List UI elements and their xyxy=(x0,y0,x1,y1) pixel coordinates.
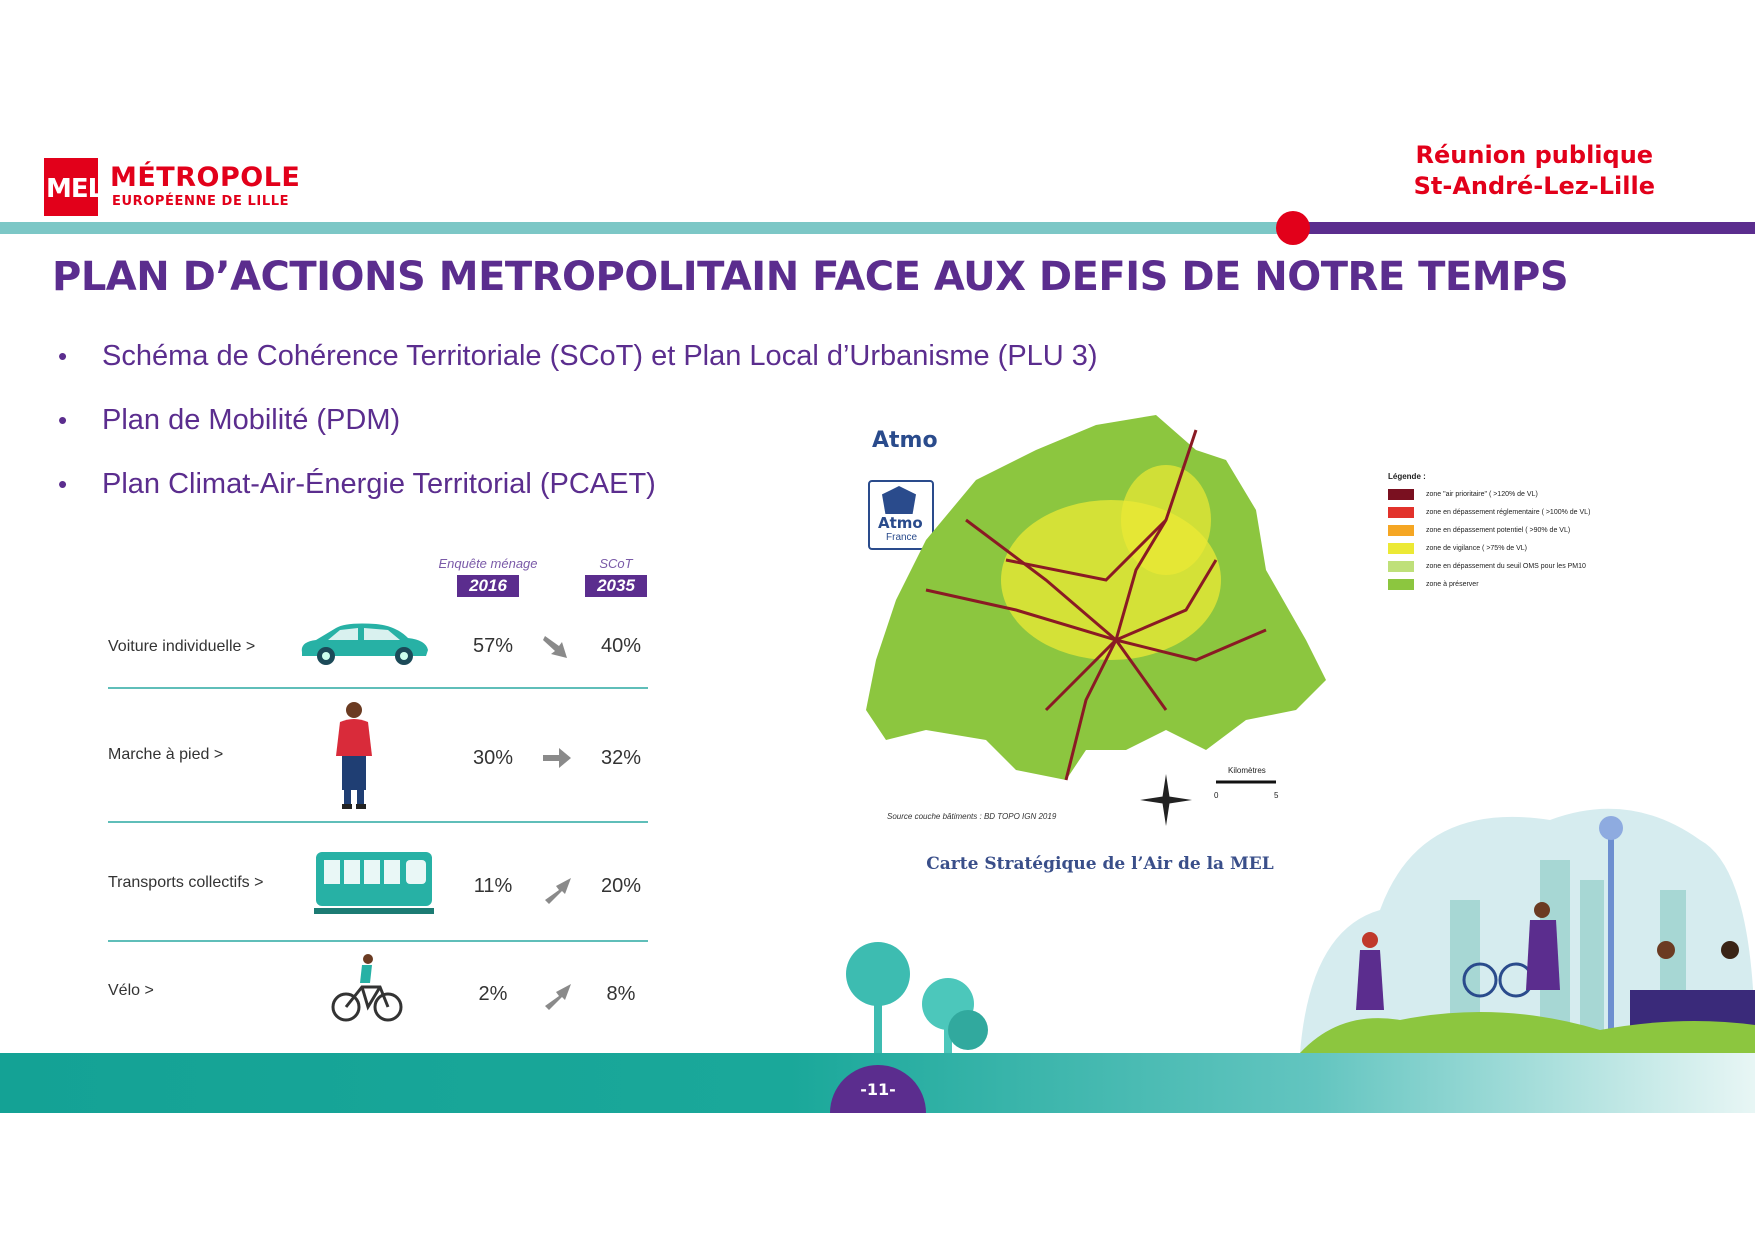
value-2016-bike: 2% xyxy=(478,983,508,1005)
legend-item xyxy=(1388,485,1648,503)
row-label-car: Voiture individuelle > xyxy=(108,638,256,655)
city-park-illustration xyxy=(1300,780,1755,1053)
legend-label: zone en dépassement du seuil OMS pour les PM10 xyxy=(1426,562,1586,570)
map-caption: Carte Stratégique de l’Air de la MEL xyxy=(926,854,1274,874)
car-icon xyxy=(296,618,432,668)
legend-item xyxy=(1388,557,1648,575)
column-year: 2016 xyxy=(457,575,519,597)
bullet-icon: • xyxy=(58,341,68,371)
bus-icon xyxy=(314,850,440,916)
org-name-line1: MÉTROPOLE xyxy=(110,162,301,193)
legend-swatch xyxy=(1388,561,1414,572)
bullet-item xyxy=(58,336,1098,400)
scale-label: Kilomètres xyxy=(1228,766,1266,775)
bullet-icon: • xyxy=(58,469,68,499)
legend-swatch xyxy=(1388,489,1414,500)
legend-title: Légende : xyxy=(1388,472,1426,481)
column-header-2016 xyxy=(433,556,543,597)
map-legend xyxy=(1388,472,1648,593)
mel-logo-text: MEL xyxy=(46,174,104,204)
scale-start: 0 xyxy=(1214,791,1219,800)
value-2035-bus: 20% xyxy=(600,875,642,897)
column-source: Enquête ménage xyxy=(438,556,538,571)
row-label-bike: Vélo > xyxy=(108,982,154,999)
meeting-title-line1: Réunion publique xyxy=(1415,141,1654,169)
atmo-france-brand: Atmo xyxy=(878,514,923,532)
trend-flat-icon xyxy=(541,742,573,774)
trees-illustration xyxy=(838,924,998,1054)
air-quality-map xyxy=(866,410,1356,830)
value-2035-bike: 8% xyxy=(606,983,636,1005)
header-rule-dot xyxy=(1276,211,1310,245)
legend-swatch xyxy=(1388,525,1414,536)
legend-label: zone à préserver xyxy=(1426,580,1479,588)
bullet-text: Schéma de Cohérence Territoriale (SCoT) et Plan Local d’Urbanisme (PLU 3) xyxy=(102,340,1098,372)
legend-item xyxy=(1388,503,1648,521)
value-2035-car: 40% xyxy=(600,635,642,657)
legend-item xyxy=(1388,521,1648,539)
mel-logo xyxy=(44,158,301,218)
header-rule-teal xyxy=(0,222,1290,234)
meeting-title-line2: St-André-Lez-Lille xyxy=(1413,172,1655,200)
legend-label: zone "air prioritaire" ( >120% de VL) xyxy=(1426,490,1538,498)
meeting-title xyxy=(1414,140,1655,202)
row-label-bus: Transports collectifs > xyxy=(108,874,264,891)
header-rule-purple xyxy=(1290,222,1755,234)
legend-swatch xyxy=(1388,543,1414,554)
compass-rose-icon xyxy=(1140,774,1192,826)
atmo-france-sub: France xyxy=(886,532,918,543)
value-2016-car: 57% xyxy=(472,635,514,657)
bicycle-icon xyxy=(330,953,406,1025)
column-header-2035 xyxy=(561,556,671,597)
bullet-text: Plan Climat-Air-Énergie Territorial (PCAET) xyxy=(102,468,656,500)
row-separator xyxy=(108,940,648,942)
page-title: PLAN D’ACTIONS METROPOLITAIN FACE AUX DEFIS DE NOTRE TEMPS xyxy=(52,254,1569,300)
atmo-logo: Atmo xyxy=(872,428,938,453)
value-2016-walk: 30% xyxy=(472,747,514,769)
legend-item xyxy=(1388,575,1648,593)
row-label-walk: Marche à pied > xyxy=(108,746,224,763)
bullet-icon: • xyxy=(58,405,68,435)
column-source: SCoT xyxy=(599,556,633,571)
column-year: 2035 xyxy=(585,575,647,597)
trend-up-icon xyxy=(541,980,573,1012)
value-2016-bus: 11% xyxy=(473,875,513,897)
row-separator xyxy=(108,821,648,823)
trend-up-icon xyxy=(541,874,573,906)
scale-end: 5 xyxy=(1274,791,1279,800)
org-name-line2: EUROPÉENNE DE LILLE xyxy=(112,194,290,209)
legend-label: zone de vigilance ( >75% de VL) xyxy=(1426,544,1527,552)
legend-swatch xyxy=(1388,507,1414,518)
legend-label: zone en dépassement potentiel ( >90% de VL) xyxy=(1426,526,1571,534)
map-source: Source couche bâtiments : BD TOPO IGN 2019 xyxy=(887,812,1057,821)
page-number: -11- xyxy=(860,1080,896,1099)
row-separator xyxy=(108,687,648,689)
legend-item xyxy=(1388,539,1648,557)
pedestrian-icon xyxy=(332,700,376,812)
legend-label: zone en dépassement réglementaire ( >100% de VL) xyxy=(1426,508,1591,516)
value-2035-walk: 32% xyxy=(600,747,642,769)
trend-down-icon xyxy=(541,630,573,662)
bullet-text: Plan de Mobilité (PDM) xyxy=(102,404,401,436)
legend-swatch xyxy=(1388,579,1414,590)
